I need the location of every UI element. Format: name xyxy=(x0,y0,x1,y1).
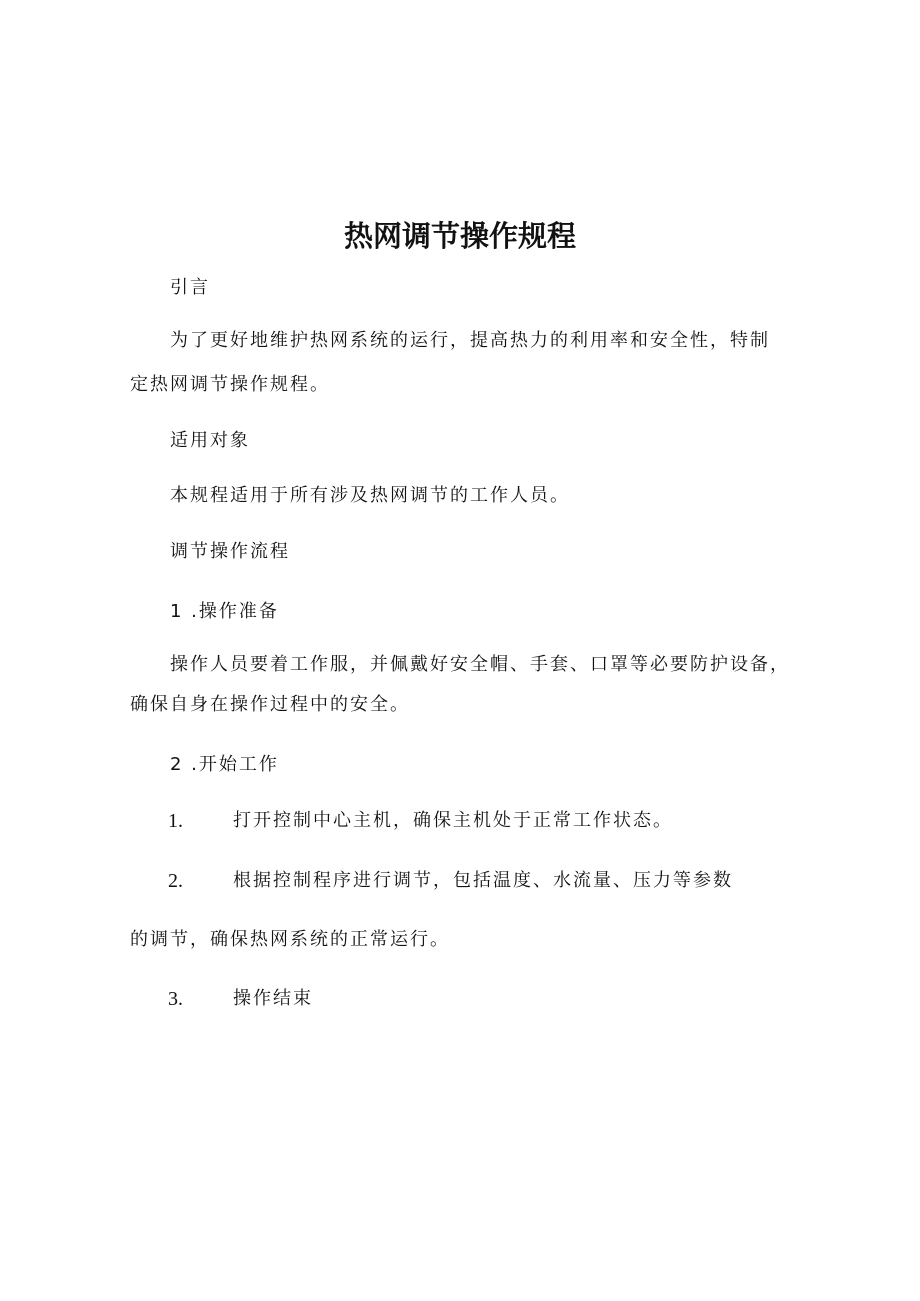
process-heading: 调节操作流程 xyxy=(170,541,290,562)
step-1-number: 1. xyxy=(168,810,183,832)
scope-heading: 适用对象 xyxy=(170,430,250,451)
prep-paragraph-line-1: 操作人员要着工作服，并佩戴好安全帽、手套、口罩等必要防护设备， xyxy=(170,654,790,675)
step-2-text: 根据控制程序进行调节，包括温度、水流量、压力等参数 xyxy=(233,870,733,891)
step-2-number: 2. xyxy=(168,870,183,892)
prep-paragraph-line-2: 确保自身在操作过程中的安全。 xyxy=(130,694,410,715)
step-3-text: 操作结束 xyxy=(233,988,313,1009)
step-2-continued: 的调节，确保热网系统的正常运行。 xyxy=(130,929,450,950)
prep-heading: 1 .操作准备 xyxy=(170,601,279,622)
intro-paragraph-line-2: 定热网调节操作规程。 xyxy=(130,374,330,395)
start-heading: 2 .开始工作 xyxy=(170,754,279,775)
document-title: 热网调节操作规程 xyxy=(343,219,576,253)
scope-paragraph: 本规程适用于所有涉及热网调节的工作人员。 xyxy=(170,485,570,506)
step-1-text: 打开控制中心主机，确保主机处于正常工作状态。 xyxy=(233,810,673,831)
step-3-number: 3. xyxy=(168,988,183,1010)
intro-paragraph-line-1: 为了更好地维护热网系统的运行，提高热力的利用率和安全性，特制 xyxy=(170,330,770,351)
intro-heading: 引言 xyxy=(170,277,210,298)
